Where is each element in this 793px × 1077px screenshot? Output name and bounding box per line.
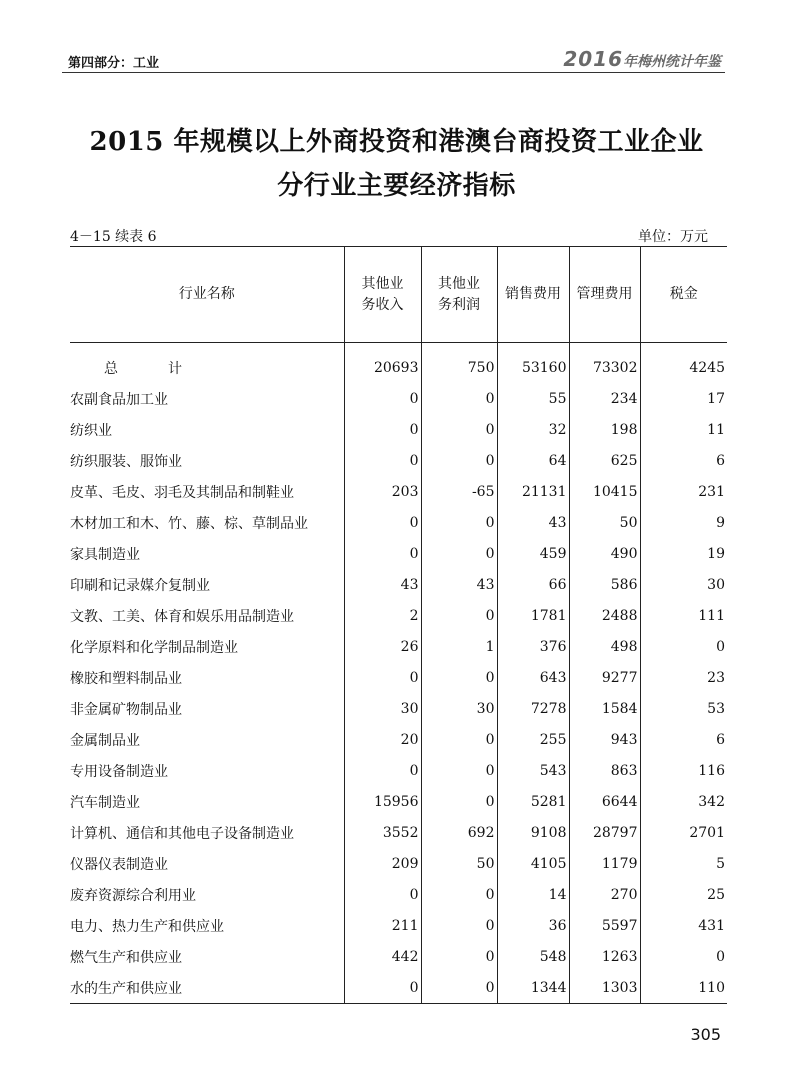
table-row (70, 663, 727, 694)
table-row (70, 384, 727, 415)
selling-expense-cell: 5281 (497, 787, 569, 818)
col-header-other-income-l2: 务收入 (361, 296, 404, 313)
admin-expense-cell: 198 (569, 415, 640, 446)
page-title-line1: 2015 年规模以上外商投资和港澳台商投资工业企业 (89, 127, 704, 157)
tax-cell: 342 (640, 787, 727, 818)
selling-expense-cell: 4105 (497, 849, 569, 880)
selling-expense-cell: 459 (497, 539, 569, 570)
table-row (70, 415, 727, 446)
selling-expense-cell: 64 (497, 446, 569, 477)
other-income-cell: 211 (344, 911, 421, 942)
selling-expense-cell: 9108 (497, 818, 569, 849)
other-profit-cell: 43 (421, 570, 497, 601)
table-row (70, 818, 727, 849)
other-income-cell: 203 (344, 477, 421, 508)
other-income-cell: 15956 (344, 787, 421, 818)
selling-expense-cell: 255 (497, 725, 569, 756)
selling-expense-cell: 1781 (497, 601, 569, 632)
selling-expense-cell: 36 (497, 911, 569, 942)
other-profit-cell: 0 (421, 911, 497, 942)
other-income-cell: 3552 (344, 818, 421, 849)
other-profit-cell: 0 (421, 787, 497, 818)
header-rule (62, 72, 725, 73)
selling-expense-cell: 55 (497, 384, 569, 415)
selling-expense-cell: 66 (497, 570, 569, 601)
admin-expense-cell: 50 (569, 508, 640, 539)
tax-cell: 0 (640, 632, 727, 663)
other-profit-cell: 50 (421, 849, 497, 880)
tax-cell: 11 (640, 415, 727, 446)
table-row (70, 973, 727, 1004)
industry-name: 仪器仪表制造业 (70, 857, 168, 873)
selling-expense-cell: 21131 (497, 477, 569, 508)
admin-expense-cell: 9277 (569, 663, 640, 694)
industry-name: 燃气生产和供应业 (70, 950, 182, 966)
selling-expense-cell: 643 (497, 663, 569, 694)
selling-expense-cell: 32 (497, 415, 569, 446)
admin-expense-cell: 5597 (569, 911, 640, 942)
industry-name: 专用设备制造业 (70, 764, 168, 780)
other-income-cell: 20 (344, 725, 421, 756)
page-number: 305 (690, 1025, 721, 1044)
industry-name: 非金属矿物制品业 (70, 702, 182, 718)
industry-name: 汽车制造业 (70, 795, 140, 811)
table-row (70, 725, 727, 756)
other-profit-cell: 0 (421, 973, 497, 1004)
tax-cell: 431 (640, 911, 727, 942)
other-profit-cell: 0 (421, 942, 497, 973)
table-row (70, 787, 727, 818)
other-profit-cell: 750 (421, 343, 497, 384)
industry-name: 纺织业 (70, 423, 112, 439)
other-income-cell: 30 (344, 694, 421, 725)
other-profit-cell: 0 (421, 539, 497, 570)
tax-cell: 231 (640, 477, 727, 508)
industry-name: 金属制品业 (70, 733, 140, 749)
tax-cell: 30 (640, 570, 727, 601)
yearbook-name: 年梅州统计年鉴 (623, 54, 721, 70)
admin-expense-cell: 270 (569, 880, 640, 911)
table-number: 4－15 续表 6 (70, 229, 157, 245)
section-label: 第四部分：工业 (68, 56, 160, 71)
tax-cell: 53 (640, 694, 727, 725)
col-header-tax: 税金 (640, 247, 727, 343)
tax-cell: 111 (640, 601, 727, 632)
other-profit-cell: 0 (421, 880, 497, 911)
col-header-other-profit (421, 247, 497, 343)
industry-name: 橡胶和塑料制品业 (70, 671, 182, 687)
other-income-cell: 0 (344, 756, 421, 787)
industry-name: 电力、热力生产和供应业 (70, 919, 224, 935)
admin-expense-cell: 625 (569, 446, 640, 477)
tax-cell: 6 (640, 725, 727, 756)
other-income-cell: 0 (344, 539, 421, 570)
col-header-other-profit-l1: 其他业 (438, 275, 480, 292)
admin-expense-cell: 943 (569, 725, 640, 756)
selling-expense-cell: 53160 (497, 343, 569, 384)
table-row (70, 942, 727, 973)
page-title-line2: 分行业主要经济指标 (277, 171, 516, 201)
admin-expense-cell: 1263 (569, 942, 640, 973)
other-profit-cell: 0 (421, 601, 497, 632)
other-profit-cell: 0 (421, 663, 497, 694)
industry-name: 总 计 (104, 361, 200, 378)
table-row (70, 880, 727, 911)
other-income-cell: 26 (344, 632, 421, 663)
other-profit-cell: 30 (421, 694, 497, 725)
table-header-row (70, 247, 727, 343)
table-row (70, 539, 727, 570)
table-row (70, 632, 727, 663)
other-profit-cell: -65 (421, 477, 497, 508)
other-income-cell: 0 (344, 508, 421, 539)
selling-expense-cell: 376 (497, 632, 569, 663)
table-row (70, 508, 727, 539)
admin-expense-cell: 28797 (569, 818, 640, 849)
other-income-cell: 442 (344, 942, 421, 973)
table-row (70, 601, 727, 632)
table-row (70, 756, 727, 787)
industry-name: 家具制造业 (70, 547, 140, 563)
admin-expense-cell: 490 (569, 539, 640, 570)
table-row (70, 849, 727, 880)
other-profit-cell: 692 (421, 818, 497, 849)
industry-name: 农副食品加工业 (70, 392, 168, 408)
admin-expense-cell: 73302 (569, 343, 640, 384)
indicator-table (70, 246, 727, 1004)
other-income-cell: 20693 (344, 343, 421, 384)
other-profit-cell: 0 (421, 446, 497, 477)
admin-expense-cell: 1303 (569, 973, 640, 1004)
yearbook-year: 2016 (563, 47, 623, 71)
admin-expense-cell: 586 (569, 570, 640, 601)
other-income-cell: 0 (344, 973, 421, 1004)
other-income-cell: 2 (344, 601, 421, 632)
yearbook-label (563, 47, 721, 71)
admin-expense-cell: 234 (569, 384, 640, 415)
tax-cell: 9 (640, 508, 727, 539)
col-header-name: 行业名称 (70, 247, 344, 343)
tax-cell: 23 (640, 663, 727, 694)
tax-cell: 110 (640, 973, 727, 1004)
tax-cell: 19 (640, 539, 727, 570)
other-profit-cell: 0 (421, 756, 497, 787)
other-income-cell: 0 (344, 415, 421, 446)
tax-cell: 25 (640, 880, 727, 911)
other-profit-cell: 0 (421, 725, 497, 756)
industry-name: 计算机、通信和其他电子设备制造业 (70, 826, 294, 842)
tax-cell: 17 (640, 384, 727, 415)
tax-cell: 0 (640, 942, 727, 973)
tax-cell: 116 (640, 756, 727, 787)
other-income-cell: 0 (344, 880, 421, 911)
selling-expense-cell: 43 (497, 508, 569, 539)
industry-name: 印刷和记录媒介复制业 (70, 578, 210, 594)
unit-label: 单位：万元 (638, 229, 708, 245)
selling-expense-cell: 543 (497, 756, 569, 787)
other-profit-cell: 0 (421, 508, 497, 539)
total-row (70, 343, 727, 384)
tax-cell: 5 (640, 849, 727, 880)
other-profit-cell: 0 (421, 415, 497, 446)
tax-cell: 4245 (640, 343, 727, 384)
admin-expense-cell: 1179 (569, 849, 640, 880)
admin-expense-cell: 10415 (569, 477, 640, 508)
industry-name: 废弃资源综合利用业 (70, 888, 196, 904)
admin-expense-cell: 6644 (569, 787, 640, 818)
industry-name: 纺织服装、服饰业 (70, 454, 182, 470)
table-row (70, 694, 727, 725)
other-income-cell: 0 (344, 663, 421, 694)
table-row (70, 446, 727, 477)
other-profit-cell: 0 (421, 384, 497, 415)
table-row (70, 911, 727, 942)
col-header-other-income-l1: 其他业 (361, 275, 404, 292)
tax-cell: 2701 (640, 818, 727, 849)
industry-name: 文教、工美、体育和娱乐用品制造业 (70, 609, 294, 625)
admin-expense-cell: 498 (569, 632, 640, 663)
other-income-cell: 209 (344, 849, 421, 880)
table-row (70, 477, 727, 508)
selling-expense-cell: 548 (497, 942, 569, 973)
tax-cell: 6 (640, 446, 727, 477)
industry-name: 化学原料和化学制品制造业 (70, 640, 238, 656)
admin-expense-cell: 863 (569, 756, 640, 787)
selling-expense-cell: 1344 (497, 973, 569, 1004)
selling-expense-cell: 7278 (497, 694, 569, 725)
col-header-other-profit-l2: 务利润 (438, 296, 480, 313)
selling-expense-cell: 14 (497, 880, 569, 911)
other-profit-cell: 1 (421, 632, 497, 663)
other-income-cell: 0 (344, 384, 421, 415)
admin-expense-cell: 2488 (569, 601, 640, 632)
industry-name: 木材加工和木、竹、藤、棕、草制品业 (70, 516, 308, 532)
industry-name: 皮革、毛皮、羽毛及其制品和制鞋业 (70, 485, 294, 501)
other-income-cell: 43 (344, 570, 421, 601)
other-income-cell: 0 (344, 446, 421, 477)
col-header-admin-expense: 管理费用 (569, 247, 640, 343)
table-row (70, 570, 727, 601)
industry-name: 水的生产和供应业 (70, 973, 344, 1004)
col-header-selling-expense: 销售费用 (497, 247, 569, 343)
admin-expense-cell: 1584 (569, 694, 640, 725)
col-header-other-income (344, 247, 421, 343)
